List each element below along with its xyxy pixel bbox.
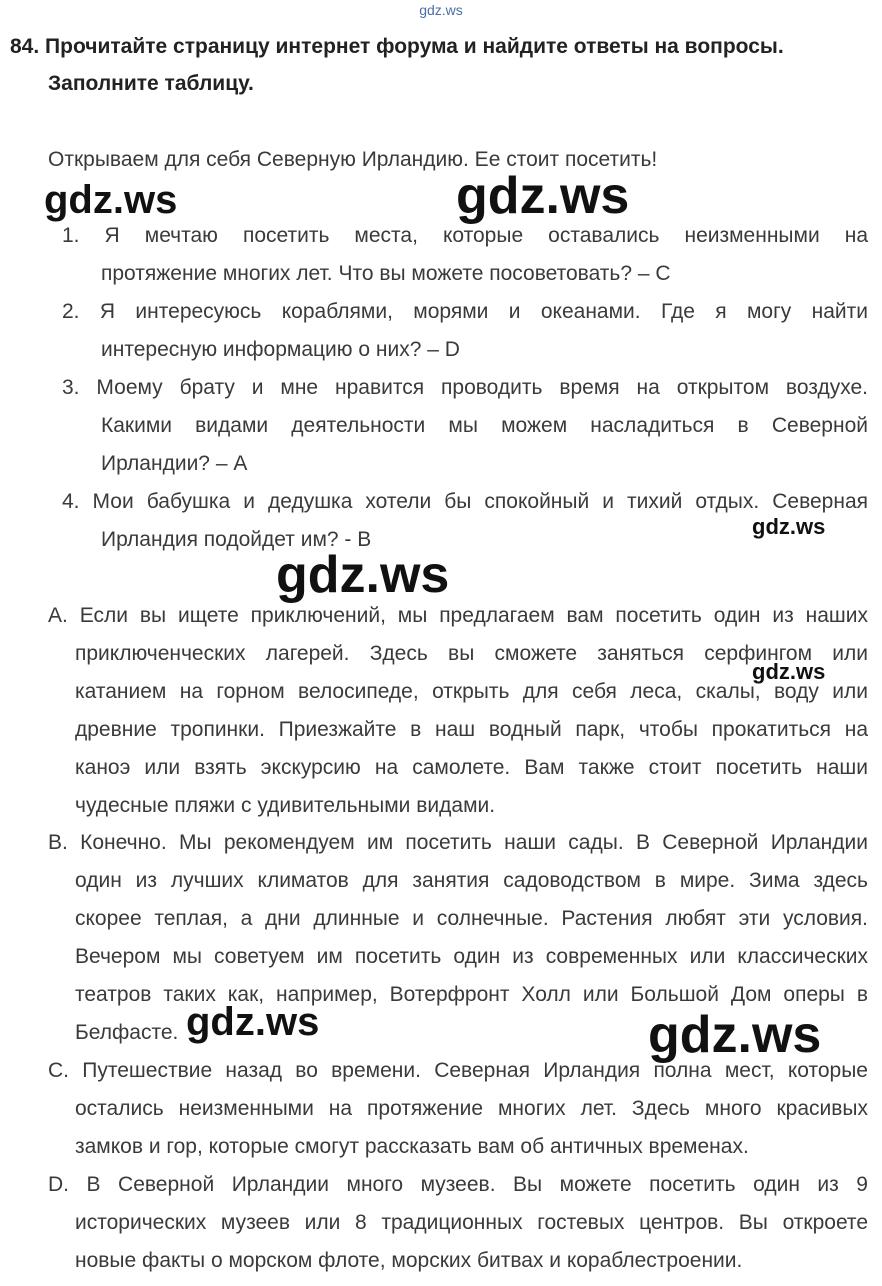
answer-c-line-3: замков и гор, которые смогут рассказать вам об античных временах. <box>75 1135 749 1158</box>
question-3-line-2: Какими видами деятельности мы можем насладиться в Северной <box>101 414 868 437</box>
watermark-text: gdz.ws <box>752 659 826 684</box>
answer-d-line-3: новые факты о морском флоте, морских битвах и кораблестроении. <box>75 1249 743 1272</box>
question-1-line-1: 1. Я мечтаю посетить места, которые оставались неизменными на <box>62 224 868 247</box>
answer-b-line-3: скорее теплая, а дни длинные и солнечные. Растения любят эти условия. <box>75 907 868 930</box>
answer-d-line-2: исторических музеев или 8 традиционных гостевых центров. Вы откроете <box>75 1211 868 1234</box>
question-4-line-2: Ирландия подойдет им? - B <box>101 528 372 551</box>
answer-d-line-1: D. В Северной Ирландии много музеев. Вы можете посетить один из 9 <box>48 1173 868 1196</box>
question-2-line-2: интересную информацию о них? – D <box>101 338 460 361</box>
watermark-text: gdz.ws <box>44 178 178 222</box>
question-3-line-1: 3. Моему брату и мне нравится проводить время на открытом воздухе. <box>62 376 868 399</box>
question-2-line-1: 2. Я интересуюсь кораблями, морями и океанами. Где я могу найти <box>62 300 868 323</box>
answer-b-line-2: один из лучших климатов для занятия садоводством в мире. Зима здесь <box>75 869 868 892</box>
watermark-text: gdz.ws <box>648 1006 822 1064</box>
question-1-line-2: протяжение многих лет. Что вы можете посоветовать? – C <box>101 262 671 285</box>
task-heading-line-1: 84. Прочитайте страницу интернет форума и найдите ответы на вопросы. <box>10 35 784 58</box>
task-heading-line-2: Заполните таблицу. <box>48 72 254 95</box>
answer-a-line-5: каноэ или взять экскурсию на самолете. Вам также стоит посетить наши <box>75 756 868 779</box>
answer-b-line-4: Вечером мы советуем им посетить один из современных или классических <box>75 945 868 968</box>
watermark-text: gdz.ws <box>276 546 450 604</box>
answer-a-line-4: древние тропинки. Приезжайте в наш водный парк, чтобы прокатиться на <box>75 718 868 741</box>
watermark-text: gdz.ws <box>752 514 826 539</box>
question-3-line-3: Ирландии? – A <box>101 452 248 475</box>
answer-b-line-5: театров таких как, например, Вотерфронт Холл или Большой Дом оперы в <box>75 983 868 1006</box>
forum-title: Открываем для себя Северную Ирландию. Ее стоит посетить! <box>48 148 658 171</box>
answer-a-line-3: катанием на горном велосипеде, открыть для себя леса, скалы, воду или <box>75 680 868 703</box>
answer-c-line-1: C. Путешествие назад во времени. Северная Ирландия полна мест, которые <box>48 1059 868 1082</box>
answer-b-line-1: B. Конечно. Мы рекомендуем им посетить наши сады. В Северной Ирландии <box>48 831 868 854</box>
answer-a-line-6: чудесные пляжи с удивительными видами. <box>75 794 496 817</box>
watermark-text: gdz.ws <box>186 1000 320 1044</box>
answer-a-line-1: A. Если вы ищете приключений, мы предлагаем вам посетить один из наших <box>48 604 868 627</box>
answer-b-line-6: Белфасте. <box>75 1021 179 1044</box>
watermark-text: gdz.ws <box>456 167 630 225</box>
answer-c-line-2: остались неизменными на протяжение многих лет. Здесь много красивых <box>75 1097 868 1120</box>
question-4-line-1: 4. Мои бабушка и дедушка хотели бы спокойный и тихий отдых. Северная <box>62 490 868 513</box>
header-watermark: gdz.ws <box>419 2 463 18</box>
answer-a-line-2: приключенческих лагерей. Здесь вы сможете заняться серфингом или <box>75 642 868 665</box>
